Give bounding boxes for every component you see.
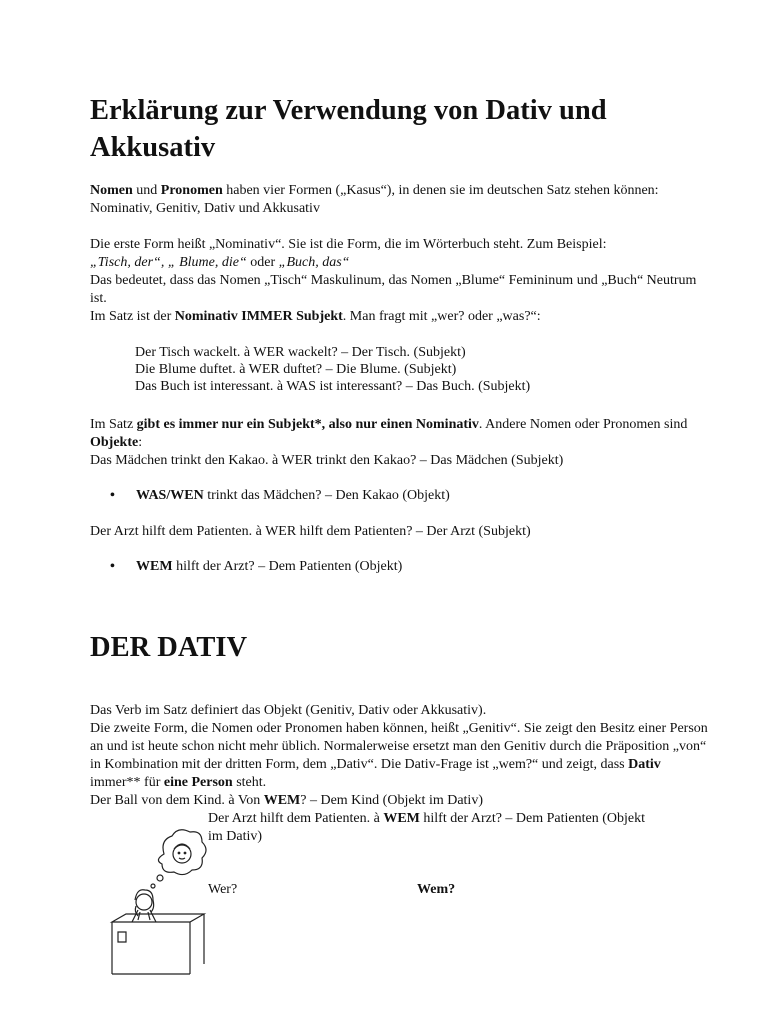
bullet-icon: • [110, 559, 115, 574]
label-wer: Wer? [208, 882, 238, 897]
ball-example: Der Ball von dem Kind. à Von WEM? – Dem Kind (Objekt im Dativ) [90, 793, 483, 808]
section-heading-dativ: DER DATIV [90, 632, 248, 663]
list-item: • WAS/WEN trinkt das Mädchen? – Den Kakao (Objekt) [110, 488, 450, 503]
examples-block [135, 344, 695, 395]
example-line: Die Blume duftet. à WER duftet? – Die Blume. (Subjekt) [135, 362, 457, 377]
subject-example: Das Mädchen trinkt den Kakao. à WER trinkt den Kakao? – Das Mädchen (Subjekt) [90, 453, 564, 468]
nominativ-paragraph [90, 236, 710, 326]
subject-paragraph: Im Satz gibt es immer nur ein Subjekt*, also nur einen Nominativ. Andere Nomen oder Pronomen sind Objekte: Das Mädchen trinkt den Kakao. à WER trinkt den Kakao? – Das Mädchen (Subjekt) [90, 416, 710, 470]
example-line: Der Tisch wackelt. à WER wackelt? – Der Tisch. (Subjekt) [135, 345, 466, 360]
intro-text: haben vier Formen („Kasus“), in denen sie im deutschen Satz stehen können: Nominativ, Genitiv, Dativ und Akkusativ [90, 183, 659, 216]
page-title: Erklärung zur Verwendung von Dativ und Akkusativ [90, 95, 607, 163]
intro-paragraph: Nomen und Pronomen haben vier Formen („Kasus“), in denen sie im deutschen Satz stehen können: Nominativ, Genitiv, Dativ und Akkusativ [90, 183, 659, 216]
dativ-paragraph: Das Verb im Satz definiert das Objekt (Genitiv, Dativ oder Akkusativ). Die zweite Form, die Nomen oder Pronomen haben können, heißt „Genitiv“. Sie zeigt den Besitz einer Person an und ist heute schon nicht mehr üblich. Normalerweise ersetzt man den Genitiv durch die Präposition „von“ in Kombination mit der dritten Form, dem „Dativ“. Die Dativ-Frage ist „wem?“ und zeigt, dass Dativ immer** für eine Person steht. Der Ball von dem Kind. à Von WEM? – Dem Kind (Objekt im Dativ) [90, 702, 710, 810]
nominativ-examples: „Tisch, der“, „ Blume, die“ oder „Buch, das“ [90, 255, 350, 270]
term-pronomen: Pronomen [160, 183, 223, 198]
bullet-icon: • [110, 488, 115, 503]
nominativ-line4: Im Satz ist der Nominativ IMMER Subjekt. Man fragt mit „wer? oder „was?“: [90, 309, 541, 324]
nominativ-line3: Das bedeutet, dass das Nomen „Tisch“ Maskulinum, das Nomen „Blume“ Femininum und „Buch“ Neutrum ist. [90, 273, 697, 306]
arzt-example: Der Arzt hilft dem Patienten. à WER hilft dem Patienten? – Der Arzt (Subjekt) [90, 524, 531, 539]
list-item: • WEM hilft der Arzt? – Dem Patienten (Objekt) [110, 559, 403, 574]
doctor-patient-sketch [90, 828, 208, 978]
example-line: Das Buch ist interessant. à WAS ist interessant? – Das Buch. (Subjekt) [135, 379, 531, 394]
arzt-dativ-example: Der Arzt hilft dem Patienten. à WEM hilft der Arzt? – Dem Patienten (Objekt im Dativ) [208, 811, 646, 844]
label-wem: Wem? [417, 882, 456, 897]
term-nomen: Nomen [90, 183, 133, 198]
nominativ-line1: Die erste Form heißt „Nominativ“. Sie ist die Form, die im Wörterbuch steht. Zum Beispiel: [90, 237, 607, 252]
